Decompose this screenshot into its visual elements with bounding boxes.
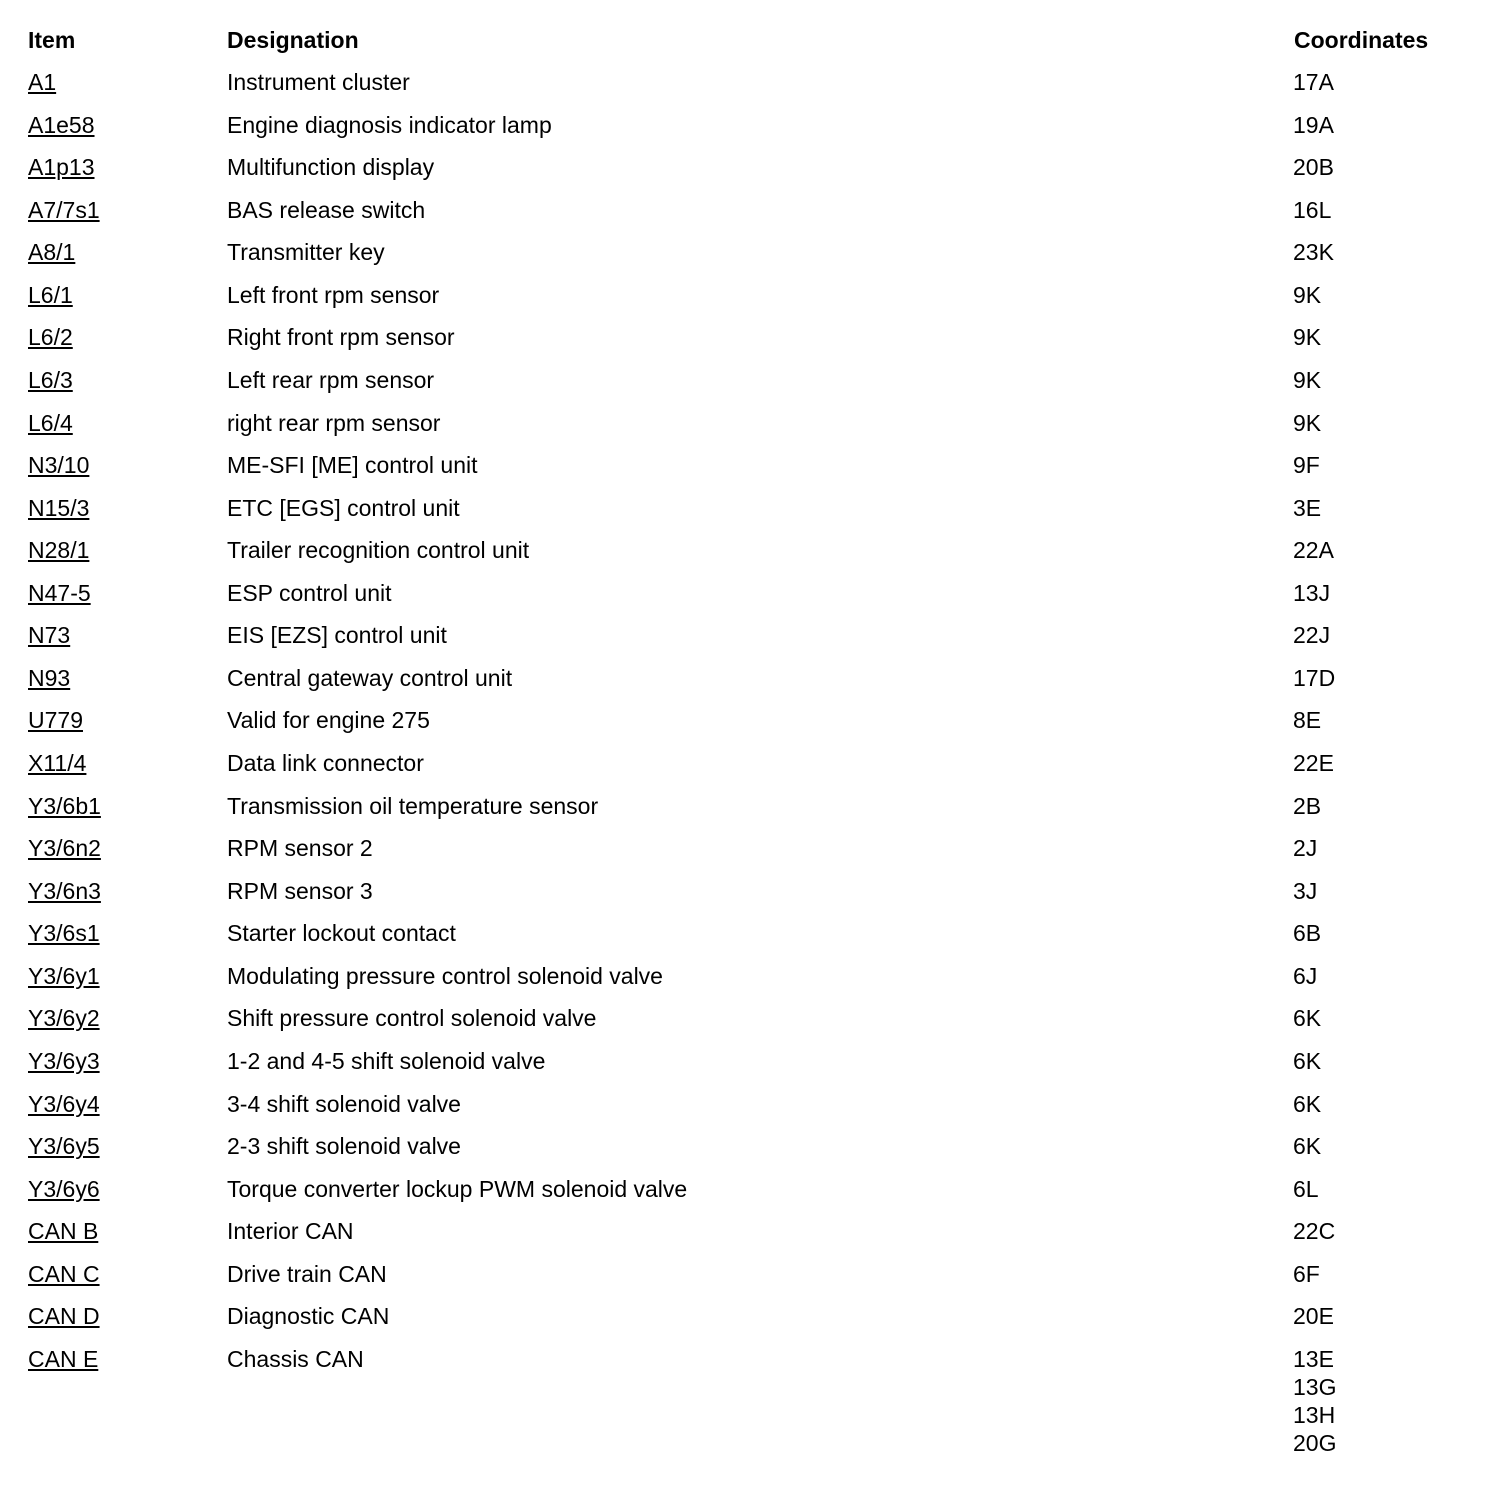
item-link[interactable]: N47-5 [28,579,91,606]
item-link[interactable]: Y3/6y1 [28,962,100,989]
coordinates-cell [1293,919,1321,947]
designation-cell: Trailer recognition control unit [227,537,530,564]
designation-cell: Drive train CAN [227,1260,387,1287]
item-cell [28,494,89,522]
item-link[interactable]: Y3/6s1 [28,920,100,947]
coordinate-value: 9K [1293,409,1322,436]
coordinate-value: 13H [1293,1401,1336,1428]
coordinates-cell [1293,153,1334,181]
item-link[interactable]: L6/4 [28,409,73,436]
coordinate-value: 22A [1293,537,1334,564]
designation-cell: Transmitter key [227,239,385,266]
item-cell [28,68,56,96]
item-link[interactable]: Y3/6y6 [28,1175,100,1202]
designation-cell: Instrument cluster [227,69,410,95]
item-cell [28,451,89,479]
coordinates-cell [1293,706,1321,734]
item-cell [28,281,73,309]
item-cell [28,749,86,777]
item-link[interactable]: Y3/6y3 [28,1047,100,1074]
designation-cell: ETC [EGS] control unit [227,494,460,521]
item-link[interactable]: Y3/6y4 [28,1090,100,1117]
coordinate-value: 9K [1293,324,1322,351]
coordinates-cell [1293,621,1330,649]
coordinate-value: 3E [1293,494,1322,521]
item-cell [28,366,73,394]
item-cell [28,877,101,905]
table-row [0,451,1504,494]
table-row [0,877,1504,920]
coordinates-cell [1293,792,1321,820]
coordinate-value: 16L [1293,196,1332,223]
item-cell [28,1090,100,1118]
item-link[interactable]: N3/10 [28,452,90,479]
table-row [0,962,1504,1005]
table-row [0,323,1504,366]
header-designation: Designation [227,27,359,53]
item-cell [28,664,70,692]
coordinate-value: 6F [1293,1260,1320,1287]
designation-cell: ESP control unit [227,579,392,606]
coordinate-value: 13E [1293,1345,1334,1372]
table-row [0,1302,1504,1345]
item-cell [28,962,100,990]
table-body [0,68,1504,1456]
designation-cell: ME-SFI [ME] control unit [227,452,478,479]
coordinates-cell [1293,877,1317,905]
item-cell [28,536,89,564]
designation-cell: right rear rpm sensor [227,409,441,436]
coordinate-value: 20G [1293,1429,1337,1456]
item-link[interactable]: L6/3 [28,366,73,393]
table-row [0,68,1504,111]
table-row [0,579,1504,622]
table-row [0,1090,1504,1133]
coordinates-cell [1293,1217,1335,1245]
designation-cell: Central gateway control unit [227,664,513,691]
item-cell [28,238,75,266]
coordinates-cell [1293,834,1317,862]
table-row [0,834,1504,877]
item-cell [28,1004,100,1032]
item-link[interactable]: Y3/6n2 [28,835,101,862]
item-cell [28,196,100,224]
coordinates-cell [1293,494,1321,522]
header-item: Item [28,27,76,53]
table-row [0,749,1504,792]
coordinates-cell [1293,1004,1321,1032]
table-row [0,494,1504,537]
item-link[interactable]: A8/1 [28,239,76,266]
designation-cell: 3-4 shift solenoid valve [227,1090,461,1117]
coordinates-cell [1293,238,1334,266]
coordinates-cell [1293,409,1321,437]
designation-cell: Modulating pressure control solenoid valve [227,962,663,989]
table-row [0,1047,1504,1090]
item-cell [28,1132,100,1160]
coordinate-value: 6B [1293,920,1322,947]
table-row [0,1260,1504,1303]
coordinate-value: 6K [1293,1133,1322,1160]
table-row [0,196,1504,239]
table-row [0,1132,1504,1175]
designation-cell: Starter lockout contact [227,920,456,947]
item-cell [28,1345,98,1373]
designation-cell: Diagnostic CAN [227,1303,390,1330]
item-link[interactable]: CAN E [28,1345,99,1372]
coordinates-cell [1293,579,1330,607]
item-link[interactable]: A1p13 [28,154,95,181]
coordinates-cell [1293,68,1334,96]
coordinates-cell [1293,536,1334,564]
item-link[interactable]: U779 [28,707,83,734]
item-link[interactable]: CAN D [28,1303,100,1330]
item-cell [28,409,73,437]
header-coordinates: Coordinates [1294,27,1429,53]
table-row [0,664,1504,707]
item-cell [28,579,91,607]
coordinates-cell [1293,1047,1321,1075]
coordinates-cell [1293,1260,1320,1288]
table-row [0,1004,1504,1047]
item-link[interactable]: CAN B [28,1218,99,1245]
coordinates-cell [1293,111,1334,139]
coordinate-value: 9K [1293,366,1322,393]
coordinates-cell [1293,1132,1321,1160]
table-row [0,238,1504,281]
designation-cell: 1-2 and 4-5 shift solenoid valve [227,1047,546,1074]
item-link[interactable]: A1e58 [28,111,95,138]
item-cell [28,706,83,734]
coordinate-value: 20E [1293,1303,1334,1330]
coordinate-value: 19A [1293,111,1334,138]
table-row [0,111,1504,154]
coordinate-value: 6K [1293,1090,1322,1117]
designation-cell: Torque converter lockup PWM solenoid valve [227,1175,688,1202]
item-link[interactable]: N73 [28,622,71,649]
item-link[interactable]: Y3/6n3 [28,877,101,904]
item-link[interactable]: Y3/6y2 [28,1005,100,1032]
item-cell [28,621,70,649]
table-row [0,1345,1504,1456]
item-cell [28,919,100,947]
coordinates-cell [1293,451,1320,479]
coordinates-cell [1293,1175,1319,1203]
designation-cell: 2-3 shift solenoid valve [227,1133,461,1160]
designation-cell: Chassis CAN [227,1345,364,1372]
item-link[interactable]: A7/7s1 [28,196,100,223]
item-cell [28,834,101,862]
coordinates-cell [1293,1302,1334,1330]
item-cell [28,1302,100,1330]
coordinate-value: 22C [1293,1218,1336,1245]
item-link[interactable]: N15/3 [28,494,90,521]
item-link[interactable]: N28/1 [28,537,90,564]
coordinate-value: 6J [1293,962,1318,989]
item-cell [28,1175,100,1203]
item-cell [28,792,101,820]
table-row [0,153,1504,196]
coordinate-value: 9F [1293,452,1320,479]
coordinates-cell [1293,1090,1321,1118]
designation-cell: Multifunction display [227,154,435,181]
designation-cell: Data link connector [227,750,424,776]
coordinates-cell [1293,281,1321,309]
item-link[interactable]: L6/2 [28,324,73,351]
coordinates-cell [1293,366,1321,394]
coordinate-value: 2J [1293,835,1318,862]
coordinate-value: 20B [1293,154,1334,181]
coordinate-value: 17D [1293,664,1336,691]
table-row [0,1175,1504,1218]
table-row [0,409,1504,452]
coordinates-cell [1293,196,1331,224]
designation-cell: EIS [EZS] control unit [227,622,447,649]
designation-cell: BAS release switch [227,196,426,223]
item-cell [28,1217,98,1245]
coordinates-cell [1293,962,1317,990]
designation-cell: Left front rpm sensor [227,281,440,308]
item-cell [28,153,95,181]
coordinate-value: 6L [1293,1175,1319,1202]
table-row [0,366,1504,409]
designation-cell: Left rear rpm sensor [227,366,435,393]
item-link[interactable]: CAN C [28,1260,100,1287]
designation-cell: Valid for engine 275 [227,707,430,734]
designation-cell: RPM sensor 3 [227,877,373,904]
table-row [0,919,1504,962]
coordinate-value: 22J [1293,622,1331,649]
item-link[interactable]: Y3/6b1 [28,792,101,819]
coordinates-cell [1293,749,1334,777]
table-row [0,536,1504,579]
item-link[interactable]: A1 [28,69,57,95]
coordinate-value: 8E [1293,707,1322,734]
coordinates-cell [1293,664,1335,692]
item-link[interactable]: N93 [28,664,71,691]
designation-cell: Transmission oil temperature sensor [227,792,599,819]
coordinate-value: 23K [1293,239,1334,266]
table-row [0,706,1504,749]
coordinate-value: 17A [1293,69,1334,95]
item-cell [28,1047,100,1075]
coordinate-value: 13J [1293,579,1331,606]
coordinate-value: 6K [1293,1005,1322,1032]
item-link[interactable]: X11/4 [28,750,87,776]
coordinate-value: 9K [1293,281,1322,308]
item-link[interactable]: L6/1 [28,281,73,308]
designation-cell: RPM sensor 2 [227,835,373,862]
table-row [0,281,1504,324]
designation-cell: Shift pressure control solenoid valve [227,1005,597,1032]
item-cell [28,323,73,351]
item-cell [28,1260,100,1288]
table-row [0,621,1504,664]
designation-cell: Engine diagnosis indicator lamp [227,111,552,138]
designation-cell: Interior CAN [227,1218,354,1245]
coordinate-value: 13G [1293,1373,1337,1400]
coordinate-value: 6K [1293,1047,1322,1074]
item-link[interactable]: Y3/6y5 [28,1133,100,1160]
coordinate-value: 22E [1293,750,1334,776]
coordinate-value: 3J [1293,877,1318,904]
designation-cell: Right front rpm sensor [227,324,455,351]
item-cell [28,111,95,139]
coordinate-value: 2B [1293,792,1322,819]
table-row [0,1217,1504,1260]
coordinates-cell [1293,323,1321,351]
table-row [0,792,1504,835]
coordinates-cell [1293,1345,1336,1457]
